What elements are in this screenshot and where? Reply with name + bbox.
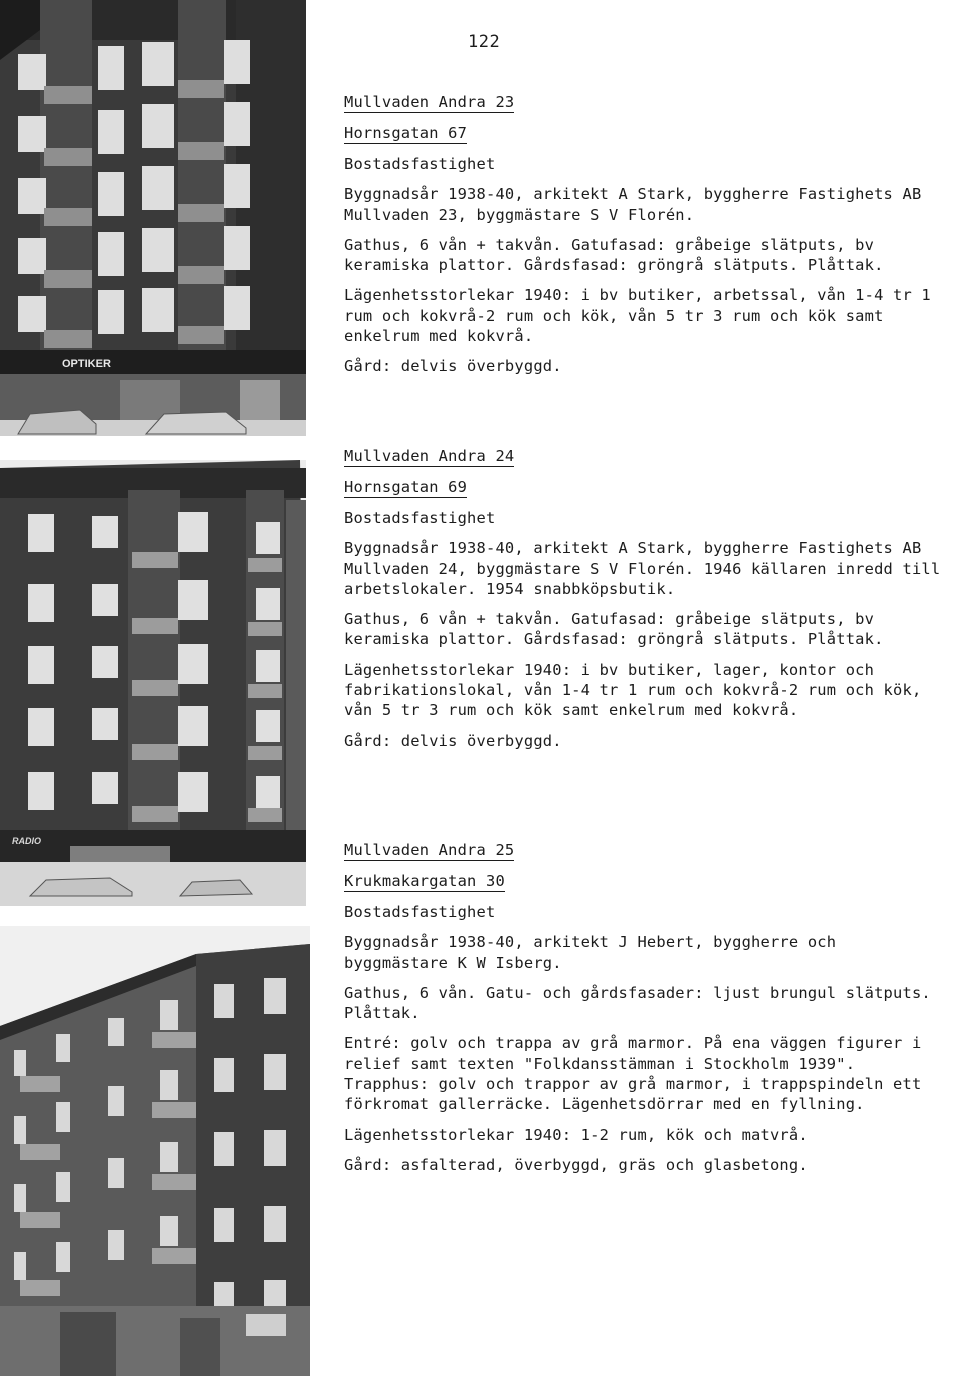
photo-hornsgatan-69 xyxy=(0,460,306,906)
paragraph-build: Byggnadsår 1938-40, arkitekt A Stark, byggherre Fastighets AB Mullvaden 24, byggmästare S V Florén. 1946 källaren inredd till arbetslokaler. 1954 snabbköpsbutik. xyxy=(344,539,941,598)
building-photo-3 xyxy=(0,926,310,1376)
property-type: Bostadsfastighet xyxy=(344,903,496,921)
paragraph-apartments: Lägenhetsstorlekar 1940: i bv butiker, lager, kontor och fabrikationslokal, vån 1-4 tr 1 rum och kokvrå-2 rum och kök, vån 5 tr 3 rum och kök samt enkelrum med kokvrå. xyxy=(344,660,922,720)
paragraph-facade: Gathus, 6 vån. Gatu- och gårdsfasader: ljust brungul slätputs. Plåttak. xyxy=(344,983,931,1023)
paragraph-apartments: Lägenhetsstorlekar 1940: 1-2 rum, kök och matvrå. xyxy=(344,1125,808,1144)
building-photo-2 xyxy=(0,460,306,906)
shop-sign-text: RADIO xyxy=(12,836,41,846)
photo-hornsgatan-67 xyxy=(0,0,306,436)
entry-mullvaden-andra-24 xyxy=(344,446,944,761)
entry-mullvaden-andra-23 xyxy=(344,92,944,387)
paragraph-facade: Gathus, 6 vån + takvån. Gatufasad: gråbeige slätputs, bv keramiska plattor. Gårdsfasad: gröngrå slätputs. Plåttak. xyxy=(344,235,884,275)
entry-mullvaden-andra-25 xyxy=(344,840,944,1185)
building-photo-1 xyxy=(0,0,306,436)
photo-krukmakargatan-30 xyxy=(0,926,310,1376)
address-heading xyxy=(344,477,944,498)
property-heading xyxy=(344,840,944,861)
property-heading xyxy=(344,446,944,467)
paragraph-facade: Gathus, 6 vån + takvån. Gatufasad: gråbeige slätputs, bv keramiska plattor. Gårdsfasad: gröngrå slätputs. Plåttak. xyxy=(344,610,884,649)
paragraph-build: Byggnadsår 1938-40, arkitekt A Stark, byggherre Fastighets AB Mullvaden 23, byggmästare S V Florén. xyxy=(344,185,922,224)
address-name: Hornsgatan 69 xyxy=(344,478,468,496)
paragraph-yard: Gård: asfalterad, överbyggd, gräs och glasbetong. xyxy=(344,1155,808,1174)
paragraph-yard: Gård: delvis överbyggd. xyxy=(344,731,562,750)
address-heading xyxy=(344,123,944,144)
property-type: Bostadsfastighet xyxy=(344,509,496,527)
address-name: Hornsgatan 67 xyxy=(344,124,468,142)
address-name: Krukmakargatan 30 xyxy=(344,872,505,890)
property-name: Mullvaden Andra 24 xyxy=(344,447,515,465)
page-number: 122 xyxy=(468,32,501,52)
property-name: Mullvaden Andra 25 xyxy=(344,841,515,859)
property-type: Bostadsfastighet xyxy=(344,155,496,173)
paragraph-yard: Gård: delvis överbyggd. xyxy=(344,357,562,376)
shop-sign-text: OPTIKER xyxy=(62,358,111,370)
paragraph-build: Byggnadsår 1938-40, arkitekt J Hebert, byggherre och byggmästare K W Isberg. xyxy=(344,933,837,972)
address-heading xyxy=(344,871,944,892)
paragraph-apartments: Lägenhetsstorlekar 1940: i bv butiker, arbetssal, vån 1-4 tr 1 rum och kokvrå-2 rum och kök, vån 5 tr 3 rum och kök samt enkelrum med kokvrå. xyxy=(344,286,931,346)
property-heading xyxy=(344,92,944,113)
paragraph-entrance: Entré: golv och trappa av grå marmor. På ena väggen figurer i relief samt texten "Folkdansstämman i Stockholm 1939". Trapphus: golv och trappor av grå marmor, i trappspindeln ett förkromat gallerräcke. Lägenhetsdörrar med en fyllning. xyxy=(344,1034,922,1114)
property-name: Mullvaden Andra 23 xyxy=(344,93,515,111)
